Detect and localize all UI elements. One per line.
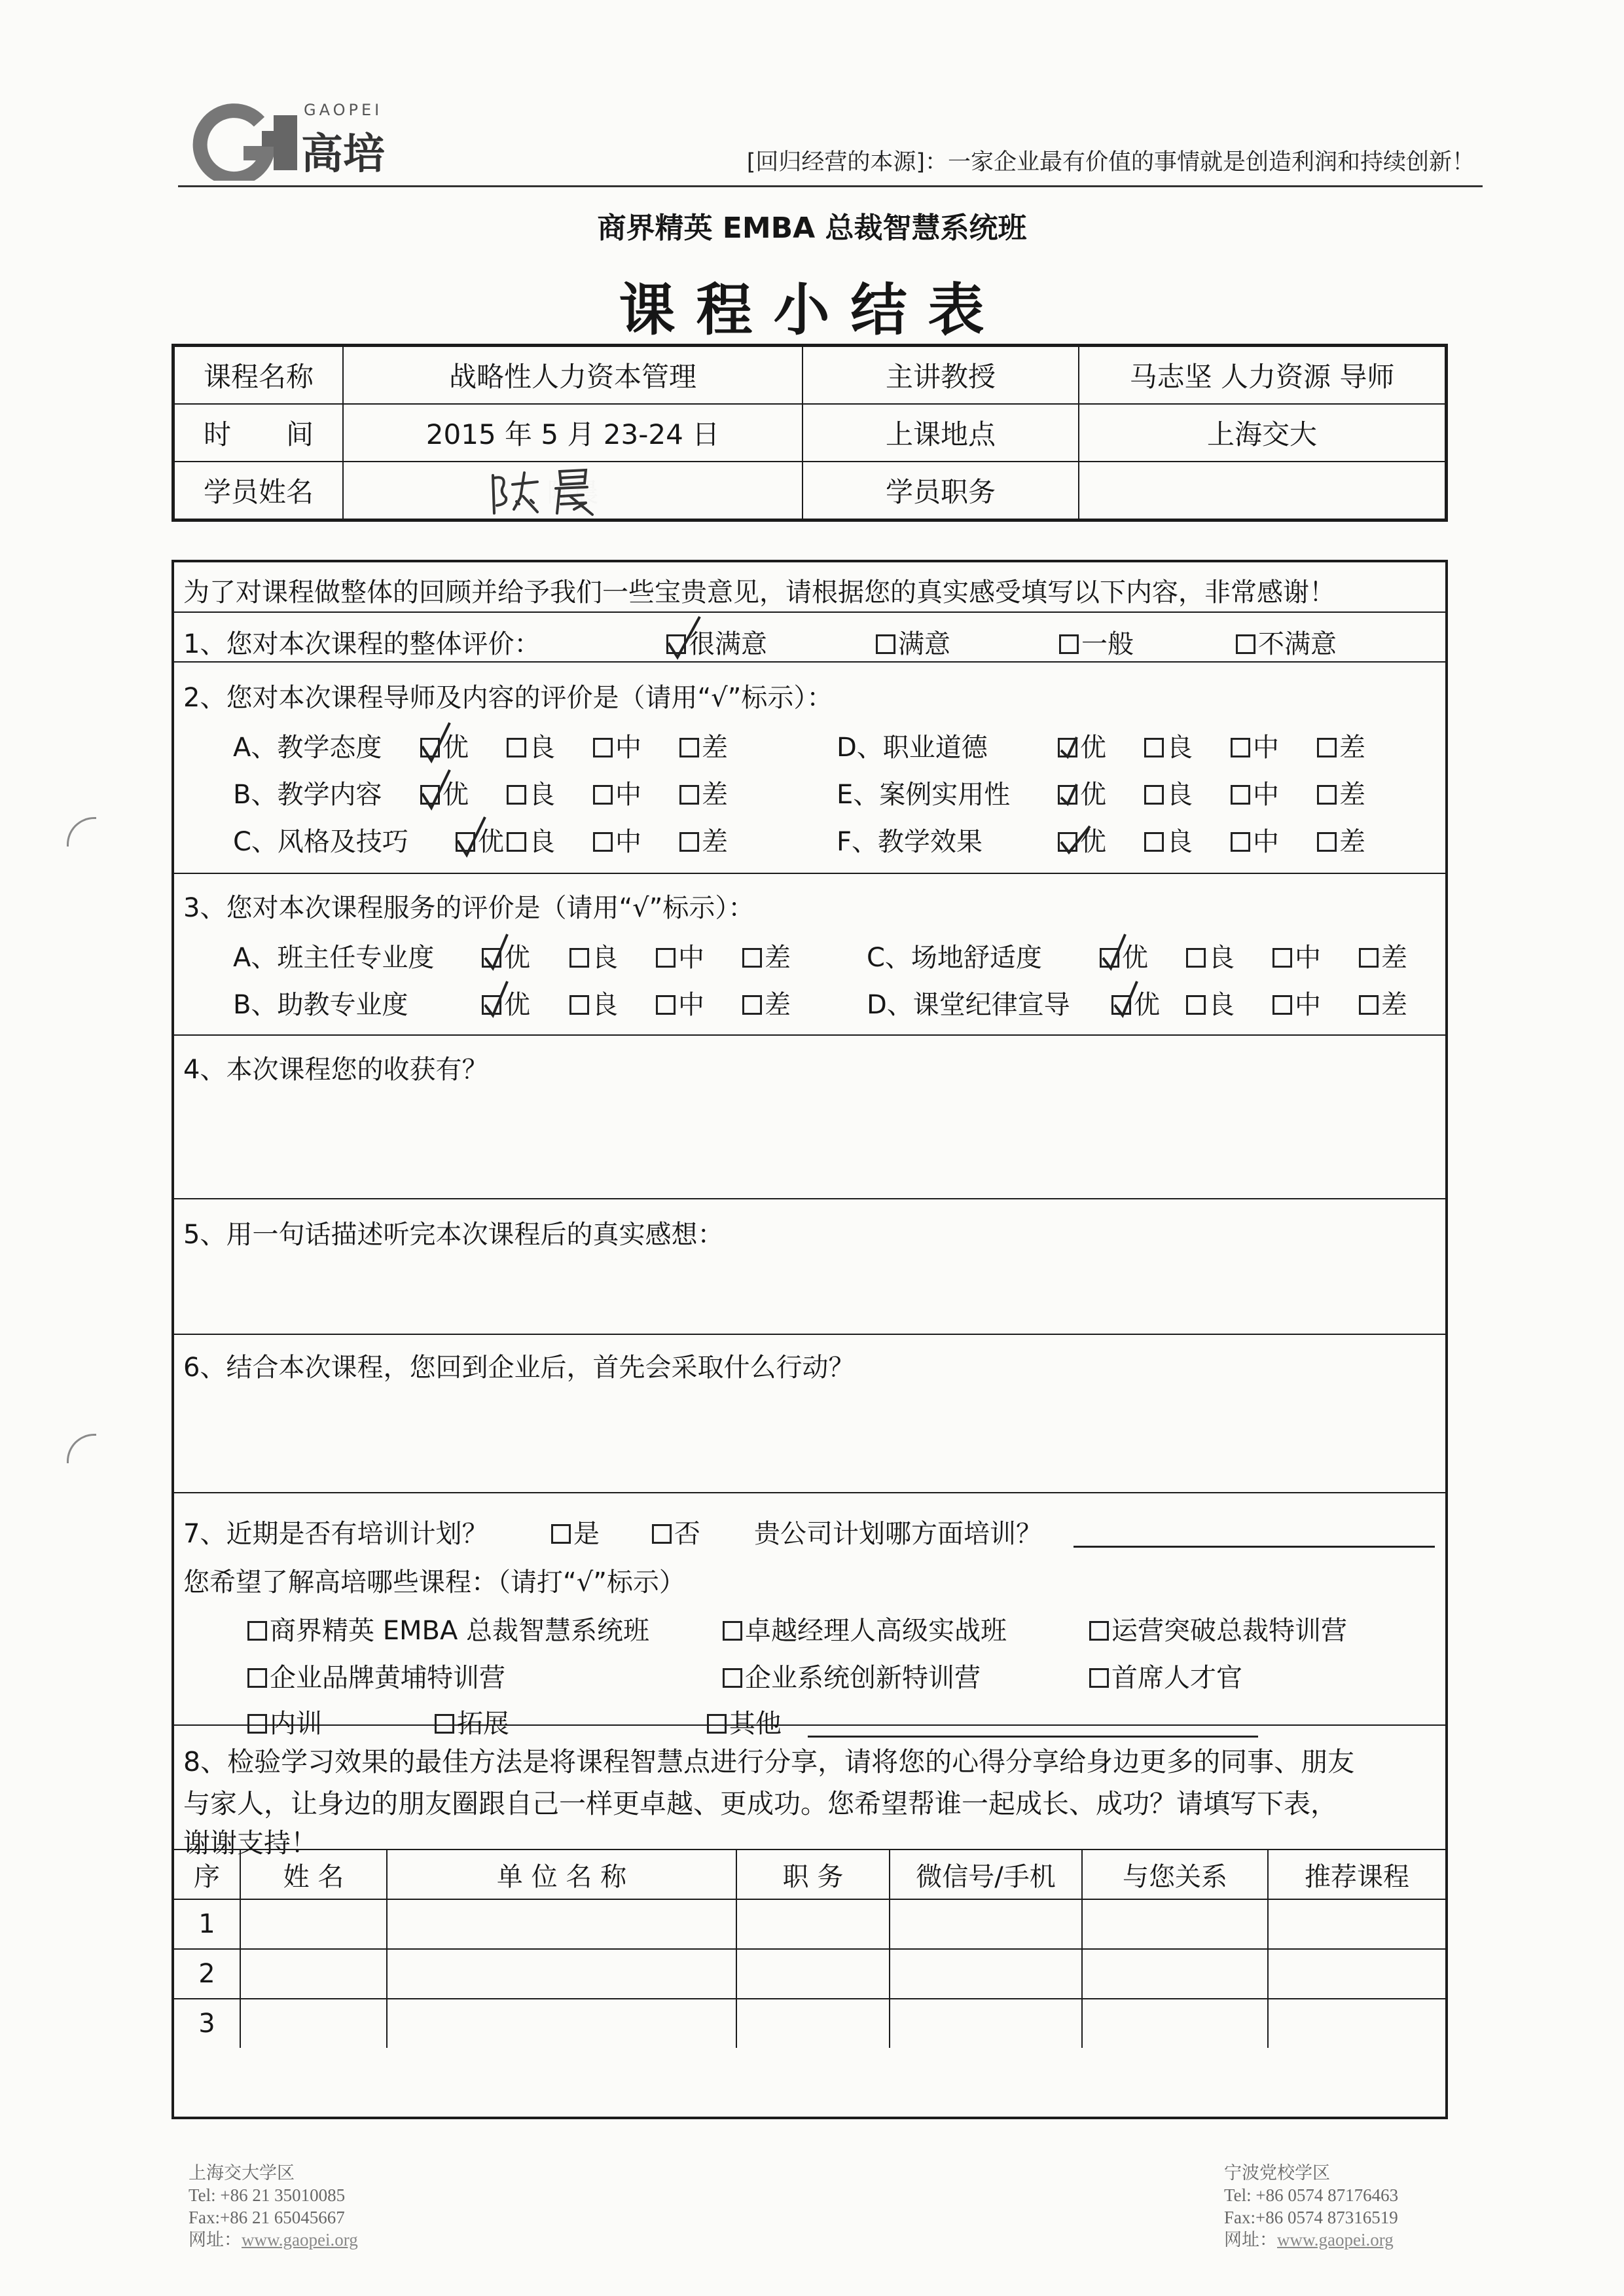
cell-relation[interactable] bbox=[1082, 1949, 1268, 1999]
row-number: 2 bbox=[174, 1949, 240, 1999]
course-info-table bbox=[171, 344, 1448, 522]
q2-row-c-checkbox-2[interactable] bbox=[593, 832, 613, 852]
student-name-field[interactable] bbox=[343, 462, 803, 520]
q3-row-c-checkbox-1[interactable] bbox=[1186, 948, 1206, 968]
q2-row-f-name: F、教学效果 bbox=[837, 827, 983, 857]
q3-row-c-opt-1[interactable] bbox=[1186, 937, 1235, 974]
footer-left-web: 网址：www.gaopei.org bbox=[189, 2230, 358, 2250]
q7-plan-input[interactable] bbox=[1074, 1529, 1435, 1548]
q3-section bbox=[174, 874, 1445, 1036]
q2-row-a-name: A、教学态度 bbox=[233, 733, 382, 763]
col-header-company: 单 位 名 称 bbox=[387, 1850, 736, 1899]
q3-opt-label: 中 bbox=[678, 990, 704, 1020]
q2-row-f-checkbox-2[interactable] bbox=[1231, 832, 1250, 852]
form-title: 课程小结表 bbox=[619, 278, 1005, 343]
cell-contact[interactable] bbox=[890, 1899, 1082, 1949]
q3-row-a-opt-1[interactable] bbox=[569, 937, 618, 974]
cell-relation[interactable] bbox=[1082, 1999, 1268, 2048]
col-header-title: 职 务 bbox=[736, 1850, 890, 1899]
q1-checkbox-3[interactable] bbox=[1236, 634, 1255, 654]
q2-opt-label: 中 bbox=[1253, 780, 1279, 810]
q2-row-f-checkbox-1[interactable] bbox=[1144, 832, 1164, 852]
q7-yes-label: 是 bbox=[573, 1519, 600, 1549]
brand-logo bbox=[175, 90, 411, 189]
q2-row-e-checkbox-3[interactable] bbox=[1317, 785, 1337, 805]
place-value[interactable]: 上海交大 bbox=[1079, 404, 1447, 462]
q3-opt-label: 良 bbox=[1208, 943, 1235, 973]
q3-row-a-opt-0[interactable] bbox=[482, 937, 530, 974]
q3-row-b-checkbox-2[interactable] bbox=[656, 995, 676, 1015]
q2-row-f-opt-3[interactable] bbox=[1317, 821, 1365, 858]
q8-text-line-3: 谢谢支持！ bbox=[183, 1827, 317, 1859]
q3-row-d-checkbox-0[interactable] bbox=[1111, 995, 1131, 1015]
q2-label: 2、您对本次课程导师及内容的评价是（请用“√”标示）： bbox=[183, 683, 833, 713]
q3-row-d-opt-1[interactable] bbox=[1186, 984, 1235, 1021]
q3-row-d-opt-2[interactable] bbox=[1272, 984, 1321, 1021]
q3-opt-label: 优 bbox=[504, 943, 530, 973]
course-option-label: 内训 bbox=[270, 1709, 322, 1739]
course-option-label: 商界精英 EMBA 总裁智慧系统班 bbox=[270, 1616, 650, 1646]
course-checkbox[interactable] bbox=[247, 1668, 267, 1688]
survey-intro: 为了对课程做整体的回顾并给予我们一些宝贵意见，请根据您的真实感受填写以下内容，非常感谢！ bbox=[183, 577, 1335, 608]
q8-section bbox=[174, 1726, 1445, 1859]
q1-section bbox=[174, 613, 1445, 663]
q2-row-a-checkbox-3[interactable] bbox=[679, 738, 699, 757]
table-row bbox=[174, 1949, 1445, 1999]
q3-row-a-opt-3[interactable] bbox=[742, 937, 791, 974]
info-row-time bbox=[173, 404, 1447, 462]
check-icon bbox=[666, 614, 705, 660]
q3-row-d-opt-0[interactable] bbox=[1111, 984, 1160, 1021]
info-row-student bbox=[173, 462, 1447, 520]
q2-row-d-opt-3[interactable] bbox=[1317, 727, 1365, 764]
q2-row-d-checkbox-2[interactable] bbox=[1231, 738, 1250, 757]
q3-opt-label: 差 bbox=[1381, 990, 1407, 1020]
cell-course[interactable] bbox=[1268, 1899, 1445, 1949]
q3-row-b-checkbox-1[interactable] bbox=[569, 995, 589, 1015]
cell-contact[interactable] bbox=[890, 1999, 1082, 2048]
course-checkbox[interactable] bbox=[1089, 1668, 1109, 1688]
q1-checkbox-2[interactable] bbox=[1059, 634, 1079, 654]
q2-row-e-opt-1[interactable] bbox=[1144, 774, 1193, 811]
q3-opt-label: 差 bbox=[765, 943, 791, 973]
q2-opt-label: 差 bbox=[702, 733, 728, 763]
q1-label: 1、您对本次课程的整体评价： bbox=[183, 629, 541, 659]
q2-opt-label: 优 bbox=[1080, 827, 1106, 857]
q2-opt-label: 良 bbox=[1166, 780, 1193, 810]
q8-text-line-1: 8、检验学习效果的最佳方法是将课程智慧点进行分享，请将您的心得分享给身边更多的同事、朋友 bbox=[183, 1746, 1355, 1777]
col-header-name: 姓 名 bbox=[240, 1850, 387, 1899]
table-row bbox=[174, 1999, 1445, 2048]
survey-intro-section bbox=[174, 562, 1445, 613]
punch-hole-mark bbox=[67, 1434, 96, 1463]
q1-checkbox-0[interactable] bbox=[666, 634, 686, 654]
q2-opt-label: 差 bbox=[702, 780, 728, 810]
q2-row-f-opt-2[interactable] bbox=[1231, 821, 1279, 858]
q1-option-label: 满意 bbox=[898, 629, 950, 659]
q3-row-b-opt-1[interactable] bbox=[569, 984, 618, 1021]
q1-option-0[interactable] bbox=[666, 623, 767, 661]
cell-company[interactable] bbox=[387, 1949, 736, 1999]
q2-row-d-opt-0[interactable] bbox=[1058, 727, 1106, 764]
q3-row-a-checkbox-3[interactable] bbox=[742, 948, 762, 968]
course-option-operations[interactable] bbox=[1089, 1610, 1347, 1647]
q2-opt-label: 中 bbox=[615, 827, 641, 857]
student-name-value bbox=[547, 478, 599, 508]
check-icon bbox=[455, 812, 494, 858]
q3-row-d-checkbox-2[interactable] bbox=[1272, 995, 1292, 1015]
q2-row-c-opt-2[interactable] bbox=[593, 821, 641, 858]
q3-opt-label: 优 bbox=[1134, 990, 1160, 1020]
q2-opt-label: 良 bbox=[529, 827, 555, 857]
position-value[interactable] bbox=[1079, 462, 1447, 520]
q2-row-a-checkbox-2[interactable] bbox=[593, 738, 613, 757]
logo-cn: 高培 bbox=[301, 130, 385, 179]
cell-name[interactable] bbox=[240, 1999, 387, 2048]
course-option-innovation[interactable] bbox=[723, 1657, 981, 1694]
q2-row-b-checkbox-3[interactable] bbox=[679, 785, 699, 805]
footer-left-campus: 上海交大学区 bbox=[189, 2163, 295, 2183]
footer-left-fax: Fax:+86 21 65045667 bbox=[189, 2208, 345, 2227]
q5-section[interactable] bbox=[174, 1199, 1445, 1335]
professor-value[interactable]: 马志坚 人力资源 导师 bbox=[1079, 346, 1447, 405]
q2-section bbox=[174, 663, 1445, 874]
q2-row-b-name: B、教学内容 bbox=[233, 780, 382, 810]
q3-opt-label: 优 bbox=[1122, 943, 1148, 973]
q2-row-c-opt-0[interactable] bbox=[456, 821, 504, 858]
course-checkbox[interactable] bbox=[723, 1668, 742, 1688]
cell-company[interactable] bbox=[387, 1999, 736, 2048]
q2-opt-label: 良 bbox=[529, 733, 555, 763]
slogan: [回归经营的本源]：一家企业最有价值的事情就是创造利润和持续创新！ bbox=[746, 149, 1475, 175]
q2-row-d-checkbox-3[interactable] bbox=[1317, 738, 1337, 757]
position-label: 学员职务 bbox=[803, 462, 1079, 520]
q2-row-f-opt-0[interactable] bbox=[1058, 821, 1106, 858]
col-header-contact: 微信号/手机 bbox=[890, 1850, 1082, 1899]
q2-row-d-opt-1[interactable] bbox=[1144, 727, 1193, 764]
q6-section[interactable] bbox=[174, 1335, 1445, 1493]
q3-row-b-name: B、助教专业度 bbox=[233, 990, 408, 1020]
q2-row-b-checkbox-1[interactable] bbox=[507, 785, 526, 805]
q3-row-d-checkbox-1[interactable] bbox=[1186, 995, 1206, 1015]
q2-opt-label: 优 bbox=[442, 780, 469, 810]
q8-text-line-2: 与家人，让身边的朋友圈跟自己一样更卓越、更成功。您希望帮谁一起成长、成功？请填写下表， bbox=[183, 1788, 1337, 1819]
professor-label: 主讲教授 bbox=[803, 346, 1079, 405]
cell-title[interactable] bbox=[736, 1949, 890, 1999]
q3-opt-label: 良 bbox=[1208, 990, 1235, 1020]
q2-row-a-opt-3[interactable] bbox=[679, 727, 728, 764]
time-label: 时 间 bbox=[173, 404, 344, 462]
q2-row-d-checkbox-1[interactable] bbox=[1144, 738, 1164, 757]
check-icon bbox=[481, 928, 520, 974]
course-option-emba[interactable] bbox=[247, 1610, 649, 1647]
gaopei-logo-icon bbox=[175, 102, 300, 181]
q1-checkbox-1[interactable] bbox=[876, 634, 895, 654]
q2-opt-label: 优 bbox=[1080, 780, 1106, 810]
cell-title[interactable] bbox=[736, 1999, 890, 2048]
col-header-no: 序 bbox=[174, 1850, 240, 1899]
q4-section[interactable] bbox=[174, 1036, 1445, 1199]
referral-table bbox=[174, 1849, 1445, 2048]
q3-row-c-checkbox-3[interactable] bbox=[1359, 948, 1379, 968]
course-option-label: 卓越经理人高级实战班 bbox=[745, 1616, 1007, 1646]
q2-row-d-checkbox-0[interactable] bbox=[1058, 738, 1077, 757]
q2-opt-label: 中 bbox=[615, 780, 641, 810]
student-name-label: 学员姓名 bbox=[173, 462, 344, 520]
row-number: 3 bbox=[174, 1999, 240, 2048]
q3-opt-label: 良 bbox=[592, 990, 618, 1020]
footer-right bbox=[1224, 2162, 1398, 2251]
q2-opt-label: 良 bbox=[1166, 827, 1193, 857]
check-icon bbox=[1057, 718, 1096, 763]
course-option-label: 企业品牌黄埔特训营 bbox=[270, 1663, 505, 1693]
q2-opt-label: 中 bbox=[1253, 733, 1279, 763]
q3-row-c-opt-2[interactable] bbox=[1272, 937, 1321, 974]
q2-row-e-checkbox-1[interactable] bbox=[1144, 785, 1164, 805]
q7-label: 7、近期是否有培训计划？ bbox=[183, 1519, 488, 1549]
q2-row-e-checkbox-0[interactable] bbox=[1058, 785, 1077, 805]
cell-contact[interactable] bbox=[890, 1949, 1082, 1999]
check-icon bbox=[1099, 928, 1138, 974]
q2-row-e-name: E、案例实用性 bbox=[837, 780, 1011, 810]
q2-row-d-name: D、职业道德 bbox=[837, 733, 988, 763]
q3-row-c-checkbox-2[interactable] bbox=[1272, 948, 1292, 968]
q2-row-a-opt-2[interactable] bbox=[593, 727, 641, 764]
q3-row-b-opt-0[interactable] bbox=[482, 984, 530, 1021]
course-option-label: 企业系统创新特训营 bbox=[745, 1663, 981, 1693]
check-icon bbox=[420, 718, 459, 763]
q3-row-a-checkbox-1[interactable] bbox=[569, 948, 589, 968]
q3-row-c-checkbox-0[interactable] bbox=[1100, 948, 1119, 968]
q2-row-a-checkbox-1[interactable] bbox=[507, 738, 526, 757]
q2-row-f-opt-1[interactable] bbox=[1144, 821, 1193, 858]
q2-opt-label: 优 bbox=[442, 733, 469, 763]
logo-en: GAOPEI bbox=[304, 101, 383, 119]
q3-row-c-opt-0[interactable] bbox=[1100, 937, 1148, 974]
q2-opt-label: 中 bbox=[615, 733, 641, 763]
q2-row-e-opt-2[interactable] bbox=[1231, 774, 1279, 811]
q2-row-d-opt-2[interactable] bbox=[1231, 727, 1279, 764]
info-row-course bbox=[173, 346, 1447, 405]
survey-form bbox=[171, 560, 1448, 2119]
q3-opt-label: 中 bbox=[1295, 990, 1321, 1020]
q2-row-b-opt-0[interactable] bbox=[420, 774, 469, 811]
q3-row-c-opt-3[interactable] bbox=[1359, 937, 1407, 974]
course-name-label: 课程名称 bbox=[173, 346, 344, 405]
q7-yes-option[interactable] bbox=[551, 1513, 600, 1550]
cell-company[interactable] bbox=[387, 1899, 736, 1949]
q7-section bbox=[174, 1493, 1445, 1739]
cell-title[interactable] bbox=[736, 1899, 890, 1949]
q3-row-c-name: C、场地舒适度 bbox=[867, 943, 1042, 973]
q3-row-a-name: A、班主任专业度 bbox=[233, 943, 435, 973]
q7-plan-label: 贵公司计划哪方面培训？ bbox=[754, 1519, 1042, 1549]
check-icon bbox=[1057, 812, 1096, 858]
q2-row-f-checkbox-0[interactable] bbox=[1058, 832, 1077, 852]
q7-no-label: 否 bbox=[674, 1519, 700, 1549]
course-checkbox[interactable] bbox=[247, 1621, 267, 1641]
q3-row-a-checkbox-2[interactable] bbox=[656, 948, 676, 968]
row-number: 1 bbox=[174, 1899, 240, 1949]
q7-no-checkbox[interactable] bbox=[652, 1524, 672, 1544]
q2-row-c-checkbox-1[interactable] bbox=[507, 832, 526, 852]
q3-label: 3、您对本次课程服务的评价是（请用“√”标示）： bbox=[183, 893, 755, 923]
header-rule bbox=[178, 185, 1483, 187]
q2-row-c-name: C、风格及技巧 bbox=[233, 827, 408, 857]
q2-opt-label: 优 bbox=[1080, 733, 1106, 763]
q1-option-2[interactable] bbox=[1059, 623, 1134, 661]
footer-left-web-link[interactable]: www.gaopei.org bbox=[242, 2230, 358, 2250]
q7-no-option[interactable] bbox=[652, 1513, 700, 1550]
course-option-label: 其他 bbox=[729, 1709, 782, 1739]
q2-opt-label: 良 bbox=[1166, 733, 1193, 763]
q1-option-label: 很满意 bbox=[689, 629, 767, 659]
q3-row-a-opt-2[interactable] bbox=[656, 937, 704, 974]
cell-course[interactable] bbox=[1268, 1949, 1445, 1999]
q2-row-e-opt-3[interactable] bbox=[1317, 774, 1365, 811]
q3-opt-label: 中 bbox=[1295, 943, 1321, 973]
q3-row-d-opt-3[interactable] bbox=[1359, 984, 1407, 1021]
course-option-label: 运营突破总裁特训营 bbox=[1111, 1616, 1347, 1646]
q7-yes-checkbox[interactable] bbox=[551, 1524, 571, 1544]
check-icon bbox=[1057, 765, 1096, 811]
footer-right-web: 网址：www.gaopei.org bbox=[1224, 2230, 1394, 2250]
cell-relation[interactable] bbox=[1082, 1899, 1268, 1949]
q3-row-d-checkbox-3[interactable] bbox=[1359, 995, 1379, 1015]
col-header-course: 推荐课程 bbox=[1268, 1850, 1445, 1899]
time-value[interactable]: 2015 年 5 月 23-24 日 bbox=[343, 404, 803, 462]
q2-opt-label: 差 bbox=[1339, 827, 1365, 857]
footer-right-fax: Fax:+86 0574 87316519 bbox=[1224, 2208, 1398, 2227]
cell-name[interactable] bbox=[240, 1949, 387, 1999]
course-option-cto[interactable] bbox=[1089, 1657, 1242, 1694]
program-name: 商界精英 EMBA 总裁智慧系统班 bbox=[597, 211, 1027, 245]
q3-opt-label: 差 bbox=[765, 990, 791, 1020]
place-label: 上课地点 bbox=[803, 404, 1079, 462]
q2-row-c-opt-3[interactable] bbox=[679, 821, 728, 858]
q3-row-b-opt-2[interactable] bbox=[656, 984, 704, 1021]
q2-row-e-checkbox-2[interactable] bbox=[1231, 785, 1250, 805]
q2-row-f-checkbox-3[interactable] bbox=[1317, 832, 1337, 852]
q2-row-a-opt-1[interactable] bbox=[507, 727, 555, 764]
q1-option-3[interactable] bbox=[1236, 623, 1337, 661]
q2-row-c-opt-1[interactable] bbox=[507, 821, 555, 858]
q6-label: 6、结合本次课程，您回到企业后，首先会采取什么行动？ bbox=[183, 1353, 855, 1383]
footer-right-tel: Tel: +86 0574 87176463 bbox=[1224, 2185, 1399, 2205]
q2-row-b-checkbox-2[interactable] bbox=[593, 785, 613, 805]
q3-row-b-opt-3[interactable] bbox=[742, 984, 791, 1021]
q2-row-a-opt-0[interactable] bbox=[420, 727, 469, 764]
q2-row-b-checkbox-0[interactable] bbox=[420, 785, 440, 805]
course-option-manager[interactable] bbox=[723, 1610, 1007, 1647]
q3-row-b-checkbox-3[interactable] bbox=[742, 995, 762, 1015]
check-icon bbox=[481, 975, 520, 1021]
course-option-label: 首席人才官 bbox=[1111, 1663, 1242, 1693]
q7-courses-label: 您希望了解高培哪些课程：（请打“√”标示） bbox=[183, 1567, 685, 1597]
q3-opt-label: 优 bbox=[504, 990, 530, 1020]
course-option-label: 拓展 bbox=[457, 1709, 509, 1739]
q2-row-b-opt-1[interactable] bbox=[507, 774, 555, 811]
check-icon bbox=[420, 765, 459, 811]
q3-opt-label: 差 bbox=[1381, 943, 1407, 973]
q2-opt-label: 优 bbox=[478, 827, 504, 857]
q2-row-b-opt-3[interactable] bbox=[679, 774, 728, 811]
referral-header-row bbox=[174, 1850, 1445, 1899]
footer-left-tel: Tel: +86 21 35010085 bbox=[189, 2185, 346, 2205]
q2-opt-label: 差 bbox=[702, 827, 728, 857]
q1-option-1[interactable] bbox=[876, 623, 950, 661]
course-name-value[interactable]: 战略性人力资本管理 bbox=[343, 346, 803, 405]
punch-hole-mark bbox=[67, 817, 96, 847]
q3-opt-label: 中 bbox=[678, 943, 704, 973]
q2-row-c-checkbox-3[interactable] bbox=[679, 832, 699, 852]
footer-right-web-link[interactable]: www.gaopei.org bbox=[1277, 2230, 1394, 2250]
footer-left bbox=[189, 2162, 358, 2251]
q3-row-b-checkbox-0[interactable] bbox=[482, 995, 501, 1015]
cell-name[interactable] bbox=[240, 1899, 387, 1949]
q1-option-label: 一般 bbox=[1081, 629, 1134, 659]
q2-opt-label: 良 bbox=[529, 780, 555, 810]
footer-right-campus: 宁波党校学区 bbox=[1224, 2163, 1330, 2183]
q2-opt-label: 差 bbox=[1339, 733, 1365, 763]
cell-course[interactable] bbox=[1268, 1999, 1445, 2048]
q2-row-c-checkbox-0[interactable] bbox=[456, 832, 475, 852]
course-checkbox[interactable] bbox=[723, 1621, 742, 1641]
q2-opt-label: 中 bbox=[1253, 827, 1279, 857]
table-row bbox=[174, 1899, 1445, 1949]
check-icon bbox=[1111, 975, 1150, 1021]
q5-label: 5、用一句话描述听完本次课程后的真实感想： bbox=[183, 1220, 724, 1250]
q1-option-label: 不满意 bbox=[1258, 629, 1337, 659]
q4-label: 4、本次课程您的收获有？ bbox=[183, 1055, 488, 1085]
course-checkbox[interactable] bbox=[1089, 1621, 1109, 1641]
col-header-relation: 与您关系 bbox=[1082, 1850, 1268, 1899]
course-option-brand[interactable] bbox=[247, 1657, 505, 1694]
q2-row-e-opt-0[interactable] bbox=[1058, 774, 1106, 811]
q3-row-a-checkbox-0[interactable] bbox=[482, 948, 501, 968]
q2-row-a-checkbox-0[interactable] bbox=[420, 738, 440, 757]
q3-row-d-name: D、课堂纪律宣导 bbox=[867, 990, 1070, 1020]
q3-opt-label: 良 bbox=[592, 943, 618, 973]
q2-row-b-opt-2[interactable] bbox=[593, 774, 641, 811]
q2-opt-label: 差 bbox=[1339, 780, 1365, 810]
